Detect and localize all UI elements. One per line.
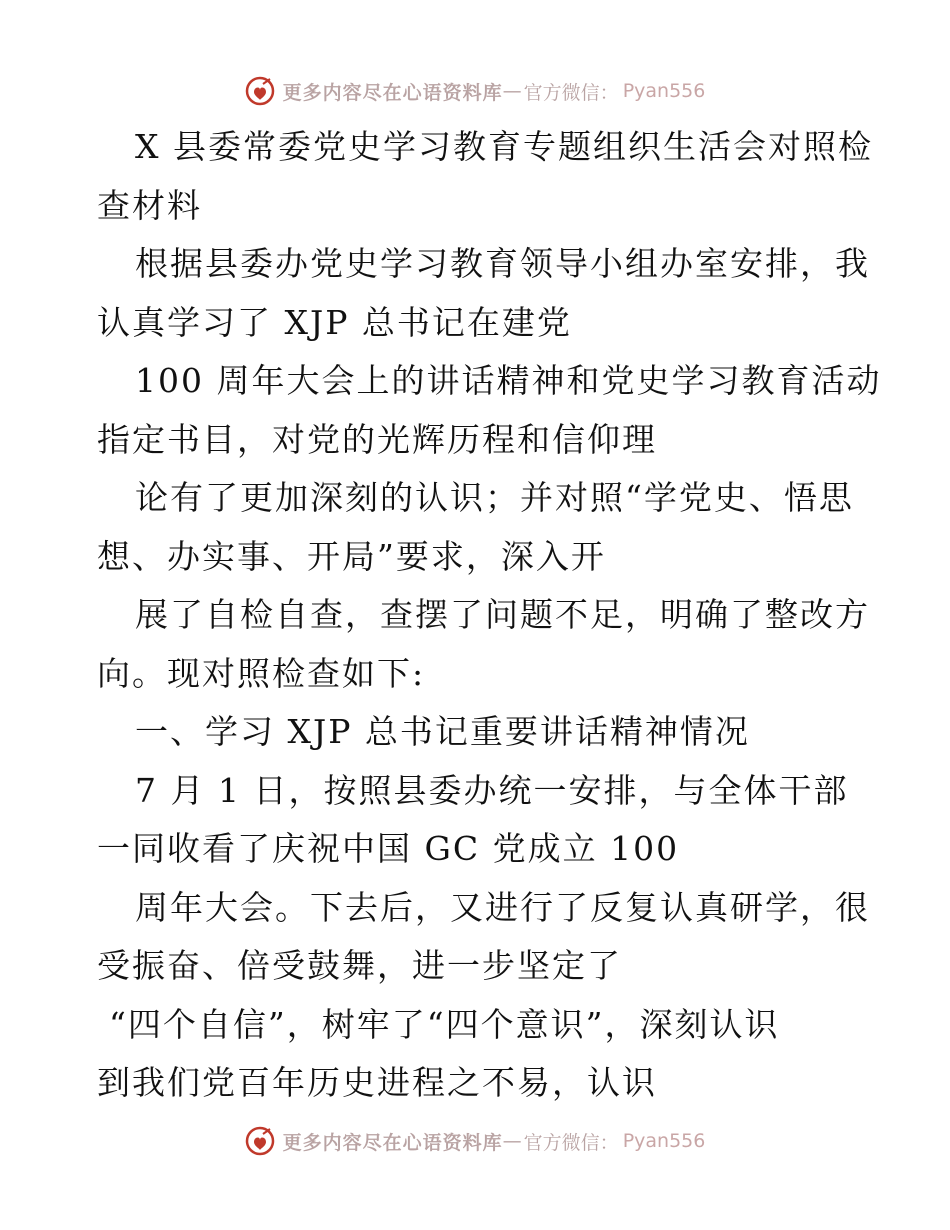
banner-wechat-label: 官方微信： xyxy=(523,81,619,104)
document-title-line-2: 查材料 xyxy=(97,185,202,225)
banner-separator: — xyxy=(502,80,522,102)
section-heading: 一、学习 XJP 总书记重要讲话精神情况 xyxy=(135,712,750,751)
banner-text: 更多内容尽在心语资料库 xyxy=(282,1131,503,1154)
paragraph-line: 论有了更加深刻的认识；并对照“学党史、悟思 xyxy=(135,478,854,517)
paragraph-line: 想、办实事、开局”要求，深入开 xyxy=(97,536,606,576)
footer-banner xyxy=(0,1121,950,1161)
paragraph-line: 认真学习了 XJP 总书记在建党 xyxy=(97,302,572,342)
paragraph-line: 展了自检自查，查摆了问题不足，明确了整改方 xyxy=(135,595,870,634)
paragraph-line: 向。现对照检查如下: xyxy=(97,653,426,693)
header-banner xyxy=(0,71,950,111)
paragraph-line: 到我们党百年历史进程之不易，认识 xyxy=(97,1063,657,1102)
banner-text: 更多内容尽在心语资料库 xyxy=(282,81,503,104)
document-body xyxy=(97,118,882,1113)
banner-separator: — xyxy=(502,1130,522,1152)
heart-quill-logo-icon xyxy=(245,1126,275,1156)
paragraph-line: 受振奋、倍受鼓舞，进一步坚定了 xyxy=(97,946,622,985)
document-title-line-1: X 县委常委党史学习教育专题组织生活会对照检 xyxy=(135,127,873,166)
paragraph-line: 7 月 1 日，按照县委办统一安排，与全体干部 xyxy=(135,770,849,810)
paragraph-line: 100 周年大会上的讲话精神和党史学习教育活动 xyxy=(135,361,882,400)
paragraph-line: 指定书目，对党的光辉历程和信仰理 xyxy=(97,419,657,459)
banner-wechat-id: Pyan556 xyxy=(622,1130,706,1152)
banner-wechat-label: 官方微信： xyxy=(523,1131,619,1154)
paragraph-line: “四个自信”，树牢了“四个意识”，深刻认识 xyxy=(109,1004,780,1044)
paragraph-line: 一同收看了庆祝中国 GC 党成立 100 xyxy=(97,829,680,868)
paragraph-line: 根据县委办党史学习教育领导小组办室安排，我 xyxy=(135,244,870,283)
paragraph-line: 周年大会。下去后，又进行了反复认真研学，很 xyxy=(135,887,870,927)
banner-wechat-id: Pyan556 xyxy=(622,80,706,102)
heart-quill-logo-icon xyxy=(245,76,275,106)
